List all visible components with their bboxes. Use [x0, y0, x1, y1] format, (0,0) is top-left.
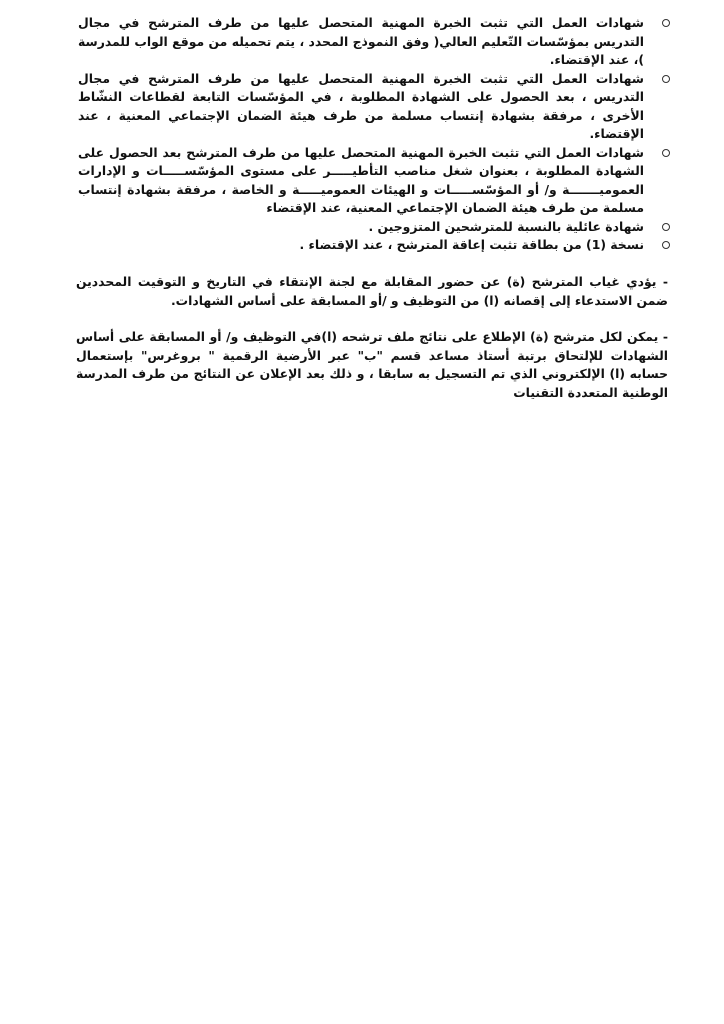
list-item: [78, 14, 644, 70]
list-item: [78, 144, 644, 218]
list-item-text: شهادات العمل التي تثبت الخبرة المهنية المتحصل عليها من طرف المترشح في مجال التدريس ، بعد الحصول على الشهادة المطلوبة ، في المؤسّسات التابعة لقطاعات النشّاط الأخرى ، مرفقة بشهادة إنتساب مسلمة من طرف هيئة الضمان الإجتماعي المعنية ، عند الإقتضاء.: [78, 70, 644, 141]
circle-bullet-icon: [662, 149, 670, 157]
results-notice-paragraph: - يمكن لكل مترشح (ة) الإطلاع على نتائج ملف ترشحه (ا)في التوظيف و/ أو المسابقة على أساس الشهادات للإلتحاق برتبة أستاذ مساعد قسم "ب" عبر الأرضية الرقمية " بروغرس" بإستعمال حسابه (ا) الإلكتروني الذي تم التسجيل به سابقا ، و ذلك بعد الإعلان عن النتائج من طرف المدرسة الوطنية المتعددة التقنيات: [76, 329, 668, 400]
circle-bullet-icon: [662, 223, 670, 231]
list-item-text: شهادات العمل التي تثبت الخبرة المهنية المتحصل عليها من طرف المترشح بعد الحصول على الشهادة المطلوبة ، بعنوان شغل مناصب التأطيـــــر على مستوى المؤسّســـــات و الإدارات العموميـــــــة و/ أو المؤسّســـــات و الهيئات العموميـــــة و الخاصة ، مرفقة بشهادة إنتساب مسلمة من طرف هيئة الضمان الإجتماعي المعنية، عند الإقتضاء: [78, 144, 644, 215]
list-item: [78, 218, 644, 237]
circle-bullet-icon: [662, 75, 670, 83]
list-item-text: شهادات العمل التي تثبت الخبرة المهنية المتحصل عليها من طرف المترشح في مجال التدريس بمؤسّسات التّعليم العالي( وفق النموذج المحدد ، يتم تحميله من موقع الواب للمدرسة )، عند الإقتضاء.: [78, 15, 644, 67]
circle-bullet-icon: [662, 19, 670, 27]
list-item: [78, 236, 644, 255]
list-item: [78, 70, 644, 144]
absence-notice-paragraph: - يؤدي غياب المترشح (ة) عن حضور المقابلة مع لجنة الإنتقاء في التاريخ و التوقيت المحددين ضمن الاستدعاء إلى إقصانه (ا) من التوظيف و /أو المسابقة على أساس الشهادات.: [76, 274, 668, 308]
list-item-text: نسخة (1) من بطاقة تثبت إعاقة المترشح ، عند الإقتضاء .: [299, 237, 644, 252]
requirements-list: [78, 14, 644, 255]
list-item-text: شهادة عائلية بالنسبة للمترشحين المتزوجين .: [368, 218, 644, 234]
circle-bullet-icon: [662, 241, 670, 249]
